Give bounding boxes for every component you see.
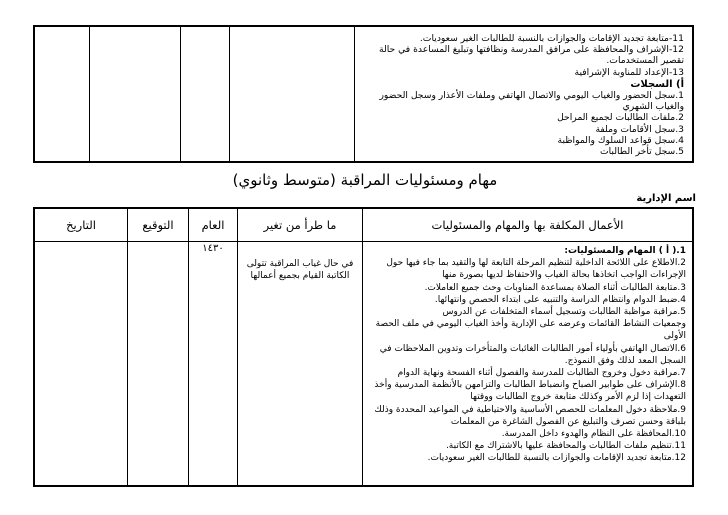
task-item: 4.ضبط الدوام وانتظام الدراسة والتنبيه على ابتداء الحصص وانتهائها. xyxy=(434,294,686,305)
tasks-cell xyxy=(363,242,694,487)
task-item: 2.الاطلاع على اللائحة الداخلية لتنظيم المرحلة التابعة لها والتقيد بما جاء فيها حول الإجراءات الواجب اتخاذها بحالة الغياب والاحتفاظ لديها بصورة منها xyxy=(386,258,686,281)
top-signature-cell xyxy=(90,26,181,162)
date-cell xyxy=(34,242,128,487)
header-changes: ما طرأ من تغير xyxy=(238,208,363,242)
task-item: 11.تنظيم ملفات الطالبات والمحافظة عليها بالاشتراك مع الكاتبة. xyxy=(445,441,686,452)
record-item: 2.ملفات الطالبات لجميع المراحل xyxy=(557,112,684,124)
top-year-cell xyxy=(181,26,230,162)
header-date: التاريخ xyxy=(34,208,128,242)
page-title: مهام ومسئوليات المراقبة (متوسط وثانوي) xyxy=(232,171,498,189)
header-year: العام xyxy=(189,208,238,242)
header-signature: التوقيع xyxy=(128,208,189,242)
records-heading: أ) السجلات xyxy=(630,78,684,90)
changes-text: في حال غياب المراقبة تتولى الكاتبة القيام بجميع أعمالها xyxy=(246,259,354,281)
task-item: 3.متابعة الطالبات أثناء الصلاة بمساعدة المناوبات وحث جميع العاملات. xyxy=(424,282,686,293)
top-item: 12-الإشراف والمحافظة على مرافق المدرسة ونظافتها وتبليغ المساعدة في حالة تقصير المستخدمات. xyxy=(379,44,684,67)
record-item: 1.سجل الحضور والغياب اليومي والاتصال الهاتفي وملفات الأعذار وسجل الحضور والغياب الشهري xyxy=(379,90,684,113)
task-item: وجمعيات النشاط القائمات وعرضه على الإدارية وأخذ الغياب اليومي في ملف الحصة الأولى xyxy=(375,319,686,342)
tasks-heading: 1.( أ ) المهام والمسئوليات: xyxy=(564,246,686,256)
table-header-row xyxy=(34,208,693,242)
record-item: 5.سجل تأخر الطالبات xyxy=(599,146,684,158)
task-item: 8.الإشراف على طوابير الصباح وانضباط الطالبات والتزامهن بالأنظمة المدرسية وأخذ التعهدات إذا لزم الأمر وكذلك متابعة خروج الطالبات ووقتها xyxy=(374,380,686,403)
top-date-cell xyxy=(34,26,90,162)
task-item: 6.الاتصال الهاتفي بأولياء أمور الطالبات الغائبات والمتأخرات وتدوين الملاحظات في السجل المعد لذلك وفق النموذج. xyxy=(379,343,686,366)
tasks-table xyxy=(33,207,694,487)
signature-cell xyxy=(128,242,189,487)
table-row xyxy=(34,242,693,487)
admin-name-label: اسم الإدارية xyxy=(636,193,696,204)
year-cell xyxy=(189,242,238,487)
top-changes-cell xyxy=(230,26,355,162)
task-item: 9.ملاحظة دخول المعلمات للحصص الأساسية والاحتياطية في المواعيد المحددة وذلك بلباقة وحسن تصرف والتبليغ عن الفصول الشاغرة من المعلمات xyxy=(374,404,686,427)
top-table xyxy=(33,25,694,163)
task-item: 7.مراقبة دخول وخروج الطالبات للمدرسة والفصول أثناء الفسحة ونهاية الدوام xyxy=(397,368,686,379)
task-item: 5.مراقبة مواظبة الطالبات وتسجيل أسماء المتخلفات عن الدروس xyxy=(442,307,686,318)
task-item: 12.متابعة تجديد الإقامات والجوازات بالنسبة للطالبات الغير سعوديات. xyxy=(427,453,686,464)
year-value: ١٤٣٠ xyxy=(202,243,224,254)
top-tasks-cell xyxy=(355,26,694,162)
record-item: 4.سجل قواعد السلوك والمواظبة xyxy=(557,134,684,146)
tasks-text xyxy=(363,242,692,483)
changes-cell xyxy=(238,242,363,487)
record-item: 3.سجل الأقامات وملفة xyxy=(595,123,684,135)
top-tasks-text xyxy=(355,27,692,161)
header-tasks: الأعمال المكلفة بها والمهام والمسئوليات xyxy=(363,208,694,242)
top-item: 13-الإعداد للمناوبة الإشرافية xyxy=(574,66,684,78)
top-item: 11-متابعة تجديد الإقامات والجوازات بالنسبة للطالبات الغير سعوديات. xyxy=(419,33,684,44)
task-item: 10.المحافظة على النظام والهدوء داخل المدرسة. xyxy=(501,429,686,440)
